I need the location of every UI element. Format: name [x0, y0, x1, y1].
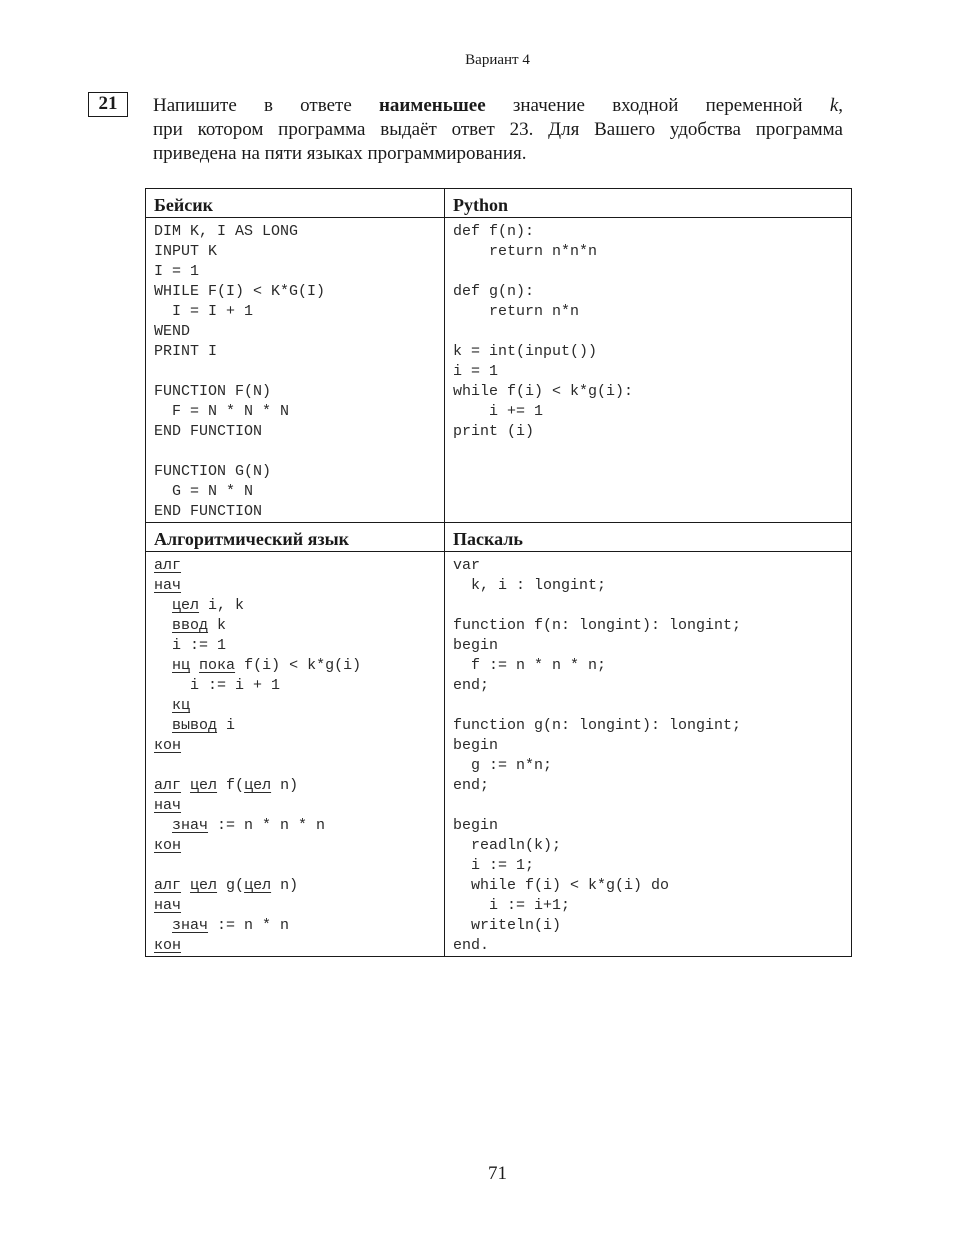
code-text [181, 777, 190, 794]
code-line [154, 796, 436, 816]
code-line: writeln(i) [453, 917, 562, 934]
code-line [154, 696, 436, 716]
lang-title-basic: Бейсик [154, 195, 213, 215]
python-code-cell [445, 218, 852, 523]
code-text: n) [271, 777, 299, 794]
code-text: i, k [199, 597, 245, 614]
code-line [154, 816, 436, 836]
code-line: INPUT K [154, 243, 218, 260]
code-line: WHILE F(I) < K*G(I) [154, 283, 326, 300]
code-line: def g(n): [453, 283, 535, 300]
code-line [154, 756, 436, 776]
code-line [154, 836, 436, 856]
algo-header-cell [146, 523, 445, 552]
keyword: вывод [172, 717, 218, 734]
code-text: i := i + 1 [154, 677, 281, 694]
keyword: кон [154, 837, 182, 854]
code-text: k [208, 617, 227, 634]
code-line [154, 876, 436, 896]
code-line [154, 442, 436, 462]
code-text: f(i) < k*g(i) [235, 657, 362, 674]
keyword: цел [190, 877, 218, 894]
task-statement [153, 94, 843, 166]
code-line [154, 616, 436, 636]
keyword: нач [154, 577, 182, 594]
code-text [154, 917, 172, 934]
code-line: i := 1; [453, 857, 535, 874]
code-line: I = 1 [154, 263, 200, 280]
code-line [154, 576, 436, 596]
keyword: нач [154, 797, 182, 814]
code-line: begin [453, 737, 499, 754]
code-line: WEND [154, 323, 191, 340]
code-text: g( [217, 877, 245, 894]
code-line: return n*n [453, 303, 580, 320]
code-line: FUNCTION G(N) [154, 463, 272, 480]
code-line [154, 856, 436, 876]
keyword: цел [244, 777, 272, 794]
python-code [445, 218, 851, 442]
code-line: print (i) [453, 423, 535, 440]
code-text: := n * n * n [208, 817, 326, 834]
keyword: цел [244, 877, 272, 894]
code-line [154, 736, 436, 756]
code-line [154, 596, 436, 616]
code-text: i [217, 717, 236, 734]
code-line [154, 362, 436, 382]
code-line: begin [453, 637, 499, 654]
code-line [453, 696, 843, 716]
pascal-code [445, 552, 851, 956]
code-line: F = N * N * N [154, 403, 290, 420]
code-line: f := n * n * n; [453, 657, 607, 674]
task-statement-line-3: приведена на пяти языках программирования. [153, 143, 527, 164]
code-line: I = I + 1 [154, 303, 254, 320]
keyword: алг [154, 777, 182, 794]
code-line: k, i : longint; [453, 577, 607, 594]
page-number: 71 [488, 1163, 507, 1184]
code-line [154, 776, 436, 796]
code-line: DIM K, I AS LONG [154, 223, 299, 240]
code-text [154, 817, 172, 834]
code-line: k = int(input()) [453, 343, 598, 360]
algo-code [146, 552, 444, 956]
keyword: кон [154, 737, 182, 754]
task-statement-line-2: при котором программа выдаёт ответ 23. Для Вашего удобства программа [153, 119, 843, 140]
basic-code-cell [146, 218, 445, 523]
keyword: цел [172, 597, 200, 614]
code-line: end; [453, 777, 490, 794]
code-line: i = 1 [453, 363, 499, 380]
code-line [453, 596, 843, 616]
basic-header-cell [146, 189, 445, 218]
keyword: ввод [172, 617, 209, 634]
code-text: i := 1 [154, 637, 227, 654]
code-line [154, 716, 436, 736]
keyword: алг [154, 557, 182, 574]
code-line: while f(i) < k*g(i): [453, 383, 634, 400]
variable-k: k [829, 95, 839, 116]
code-text: n) [271, 877, 299, 894]
page-header-variant: Вариант 4 [465, 52, 530, 68]
code-text [154, 657, 172, 674]
code-line [154, 556, 436, 576]
code-text [154, 617, 172, 634]
algo-code-cell [146, 552, 445, 957]
code-line: PRINT I [154, 343, 218, 360]
code-line [453, 262, 843, 282]
basic-code [146, 218, 444, 522]
keyword: знач [172, 917, 209, 934]
code-line [154, 656, 436, 676]
keyword: пока [199, 657, 236, 674]
code-line [453, 322, 843, 342]
code-line: END FUNCTION [154, 503, 263, 520]
code-line: function f(n: longint): longint; [453, 617, 742, 634]
code-line: end. [453, 937, 490, 954]
python-header-cell [445, 189, 852, 218]
code-text: := n * n [208, 917, 290, 934]
code-line: begin [453, 817, 499, 834]
keyword: знач [172, 817, 209, 834]
code-line [154, 636, 436, 656]
code-line [154, 676, 436, 696]
code-line [154, 936, 436, 956]
code-line [154, 896, 436, 916]
code-line: return n*n*n [453, 243, 598, 260]
lang-title-python: Python [453, 195, 509, 215]
code-line [453, 796, 843, 816]
code-line: def f(n): [453, 223, 535, 240]
keyword: кц [172, 697, 191, 714]
keyword: нач [154, 897, 182, 914]
code-line: var [453, 557, 481, 574]
code-line: FUNCTION F(N) [154, 383, 272, 400]
code-line: G = N * N [154, 483, 254, 500]
code-line: i += 1 [453, 403, 544, 420]
pascal-header-cell [445, 523, 852, 552]
keyword: нц [172, 657, 191, 674]
code-table [145, 188, 852, 957]
code-line: g := n*n; [453, 757, 553, 774]
task-statement-line-1: Напишите в ответе наименьшее значение входной переменной k, [153, 95, 844, 116]
code-text [181, 877, 190, 894]
code-line: i := i+1; [453, 897, 571, 914]
emphasis-smallest: наименьшее [378, 95, 486, 116]
code-text [154, 717, 172, 734]
lang-title-pascal: Паскаль [453, 529, 523, 549]
code-text [154, 697, 172, 714]
code-line [154, 916, 436, 936]
pascal-code-cell [445, 552, 852, 957]
keyword: цел [190, 777, 218, 794]
lang-title-algo: Алгоритмический язык [154, 529, 350, 549]
code-line: end; [453, 677, 490, 694]
task-number-box: 21 [88, 92, 128, 117]
keyword: алг [154, 877, 182, 894]
code-line: readln(k); [453, 837, 562, 854]
code-text: f( [217, 777, 245, 794]
keyword: кон [154, 937, 182, 954]
code-line: END FUNCTION [154, 423, 263, 440]
code-line: function g(n: longint): longint; [453, 717, 742, 734]
code-text [190, 657, 199, 674]
code-text [154, 597, 172, 614]
code-line: while f(i) < k*g(i) do [453, 877, 670, 894]
